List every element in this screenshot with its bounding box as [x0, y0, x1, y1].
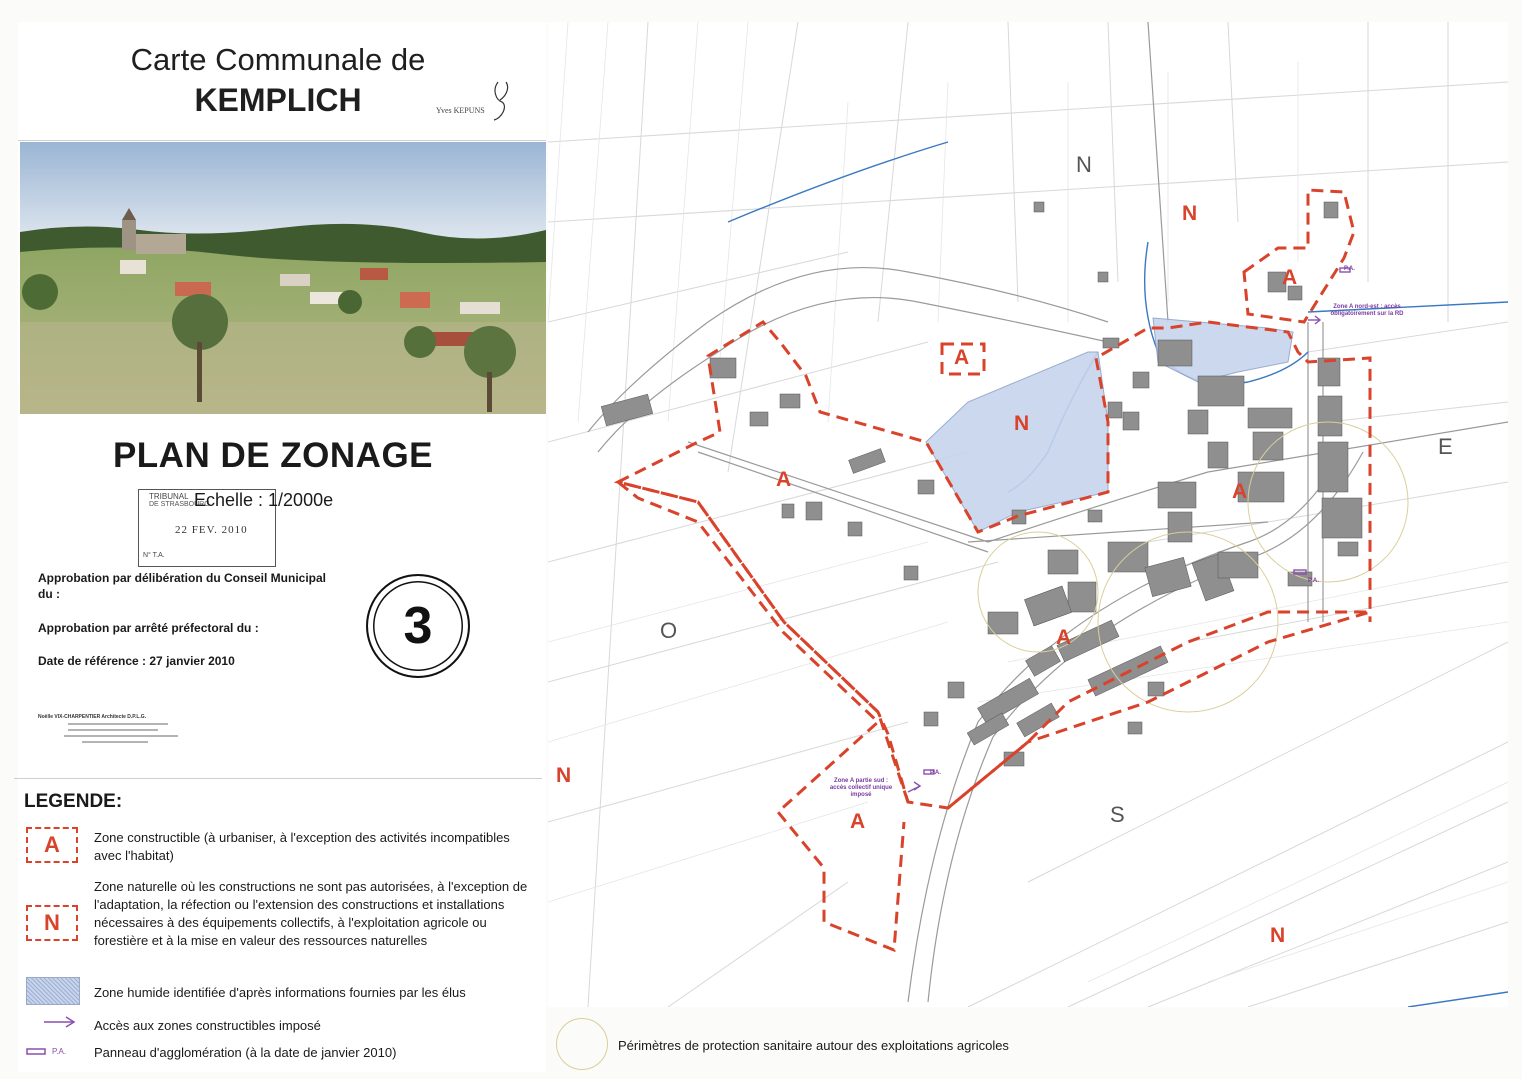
pa-marker: P.A. — [1344, 266, 1355, 272]
pa-marker: P.A. — [930, 770, 941, 776]
architect-details-icon — [38, 720, 188, 750]
plan-number-badge — [366, 574, 470, 678]
legend-title: LEGENDE: — [24, 791, 123, 812]
zone-n-label: N — [1270, 924, 1286, 947]
sector-east: E — [1438, 434, 1453, 459]
zone-a-label: A — [776, 468, 792, 491]
legend — [14, 778, 542, 1077]
approbation-conseil: Approbation par délibération du Conseil Municipal du : — [38, 571, 327, 601]
sector-south: S — [1110, 802, 1125, 827]
zone-n-label: N — [556, 764, 572, 787]
scale-label: Echelle : 1/2000e — [194, 490, 334, 510]
sanitary-legend — [548, 1010, 1508, 1075]
legend-wetland: Zone humide identifiée d'après informations fournies par les élus — [94, 985, 466, 1000]
signature-icon — [436, 76, 516, 126]
plan-title: PLAN DE ZONAGE — [112, 436, 434, 475]
zone-a-label: A — [1232, 480, 1248, 503]
legend-zone-n: Zone naturelle où les constructions ne sont pas autorisées, à l'exception de l'adaptation, la réfection ou l'extension des constructions et installations nécessaires à des équipements collectifs, à l'exploitation agricole ou forestière et à la mise en valeur des ressources naturelles — [94, 879, 528, 948]
sector-north: N — [1076, 152, 1092, 177]
legend-access: Accès aux zones constructibles imposé — [94, 1018, 321, 1033]
pa-sign-icon — [26, 1047, 48, 1057]
zone-n-label: N — [1182, 202, 1198, 225]
signature-text: Yves KEPUNS — [436, 106, 485, 115]
legend-pa: Panneau d'agglomération (à la date de janvier 2010) — [94, 1045, 397, 1060]
stamp-line1: TRIBUNAL — [149, 492, 189, 501]
zone-n-label: N — [1014, 412, 1030, 435]
cadastral-map — [548, 22, 1508, 1007]
title-block — [18, 22, 546, 141]
zone-a-label: A — [1056, 626, 1072, 649]
sanitary-perimeter-icon — [556, 1018, 608, 1070]
architect-name: Noëlle VIX-CHARPENTIER Architecte D.P.L.G. — [38, 714, 147, 720]
zone-a-symbol-icon: A — [26, 827, 78, 863]
plan-number: 3 — [403, 597, 433, 655]
approbation-prefectoral: Approbation par arrêté préfectoral du : — [38, 621, 259, 635]
zone-a-label: A — [850, 810, 866, 833]
zoning-map — [548, 22, 1508, 1007]
village-photo — [20, 142, 546, 414]
title-line1: Carte Communale de — [130, 42, 426, 77]
legend-zone-a: Zone constructible (à urbaniser, à l'exception des activités incompatibles avec l'habitat) — [94, 830, 510, 863]
stamp-nta: N° T.A. — [143, 552, 165, 559]
annotation-north-east: Zone A nord-est : accès obligatoirement sur la RD — [1330, 304, 1404, 317]
pa-label: P.A. — [52, 1047, 67, 1056]
sector-west: O — [660, 618, 678, 643]
access-arrow-icon — [42, 1015, 82, 1029]
architect-block — [38, 714, 228, 754]
wetland-swatch-icon — [26, 977, 80, 1005]
annotation-south-access: Zone A partie sud : accès collectif unique imposé — [829, 778, 893, 798]
stamp-date: 22 FEV. 2010 — [175, 524, 248, 536]
pa-marker: P.A. — [1308, 578, 1319, 584]
stamp-line2: DE STRASBOURG — [149, 501, 210, 508]
sanitary-legend-text: Périmètres de protection sanitaire autour des exploitations agricoles — [618, 1038, 1009, 1053]
commune-name: KEMPLICH — [194, 82, 362, 118]
zone-a-label: A — [954, 346, 970, 369]
left-panel — [18, 22, 546, 1072]
zone-n-symbol-icon: N — [26, 905, 78, 941]
date-reference: Date de référence : 27 janvier 2010 — [38, 654, 235, 668]
zone-a-label: A — [1282, 266, 1298, 289]
